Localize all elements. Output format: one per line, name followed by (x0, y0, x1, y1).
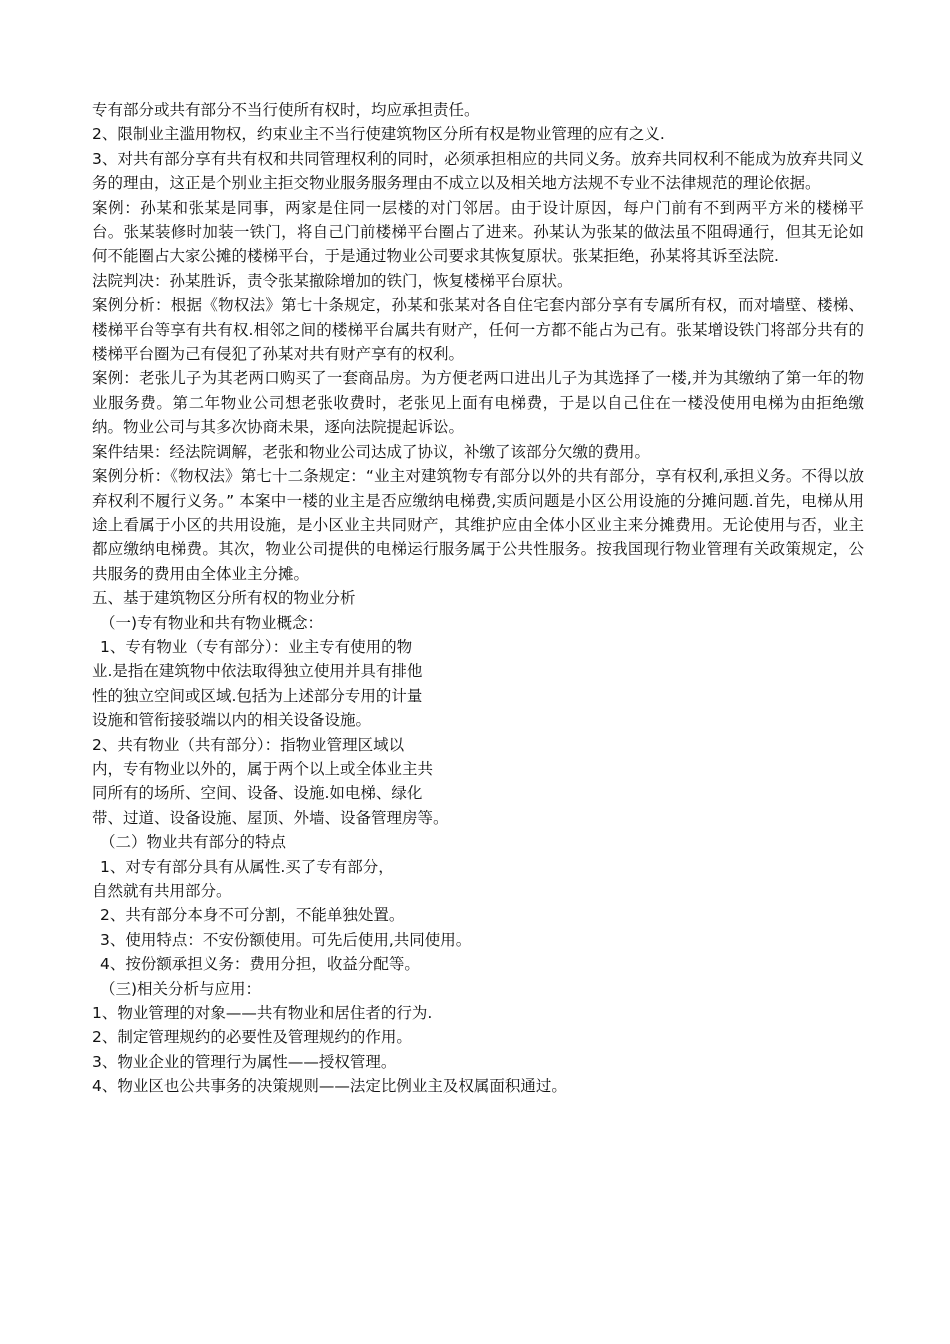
list-item: 1、物业管理的对象——共有物业和居住者的行为. (92, 1004, 433, 1023)
paragraph: 案例分析：《物权法》第七十二条规定：“业主对建筑物专有部分以外的共有部分，享有权利,承担义务。不得以放弃权利不履行义务。” 本案中一楼的业主是否应缴纳电梯费,实质问题是小区公用设施的分摊问题.首先，电梯从用途上看属于小区的共用设施，是小区业主共同财产，其维护应由全体小区业主来分摊费用。无论使用与否，业主都应缴纳电梯费。其次，物业公司提供的电梯运行服务属于公共性服务。按我国现行物业管理有关政策规定，公共服务的费用由全体业主分摊。 (92, 467, 864, 583)
subsection-heading: （二）物业共有部分的特点 (100, 833, 287, 852)
paragraph: 案件结果：经法院调解，老张和物业公司达成了协议，补缴了该部分欠缴的费用。 (92, 442, 651, 461)
paragraph-line: 性的独立空间或区域.包括为上述部分专用的计量 (92, 686, 423, 705)
paragraph-line: 同所有的场所、空间、设备、设施.如电梯、绿化 (92, 784, 423, 803)
paragraph: 3、对共有部分享有共有权和共同管理权利的同时，必须承担相应的共同义务。放弃共同权利不能成为放弃共同义务的理由，这正是个别业主拒交物业服务服务理由不成立以及相关地方法规不专业不法律规范的理论依据。 (92, 149, 864, 193)
paragraph-line: 2、共有物业（共有部分）：指物业管理区域以 (92, 735, 405, 754)
paragraph-line: 设施和管衔接驳端以内的相关设备设施。 (92, 711, 372, 730)
paragraph: 案例分析：根据《物权法》第七十条规定，孙某和张某对各自住宅套内部分享有专属所有权，而对墙壁、楼梯、楼梯平台等享有共有权.相邻之间的楼梯平台属共有财产，任何一方都不能占为己有。张某增设铁门将部分共有的楼梯平台圈为己有侵犯了孙某对共有财产享有的权利。 (92, 296, 864, 364)
paragraph-line: 1、专有物业（专有部分）：业主专有使用的物 (100, 637, 413, 656)
paragraph: 专有部分或共有部分不当行使所有权时，均应承担责任。 (92, 101, 480, 119)
document-body (92, 98, 864, 1099)
list-item: 4、按份额承担义务：费用分担，收益分配等。 (100, 955, 420, 974)
paragraph-line: 1、对专有部分具有从属性.买了专有部分， (100, 857, 394, 876)
paragraph-line: 自然就有共用部分。 (92, 882, 232, 900)
list-item: 2、制定管理规约的必要性及管理规约的作用。 (92, 1028, 412, 1047)
subsection-heading: （一)专有物业和共有物业概念： (100, 613, 324, 632)
paragraph: 案例：老张儿子为其老两口购买了一套商品房。为方便老两口进出儿子为其选择了一楼,并为其缴纳了第一年的物业服务费。第二年物业公司想老张收费时，老张见上面有电梯费，于是以自己住在一楼没使用电梯为由拒绝缴纳。物业公司与其多次协商未果，逐向法院提起诉讼。 (92, 369, 864, 437)
subsection-heading: （三)相关分析与应用： (100, 979, 262, 998)
paragraph-line: 带、过道、设备设施、屋顶、外墙、设备管理房等。 (92, 808, 449, 827)
list-item: 3、物业企业的管理行为属性——授权管理。 (92, 1052, 397, 1071)
paragraph: 法院判决：孙某胜诉，责令张某撤除增加的铁门，恢复楼梯平台原状。 (92, 271, 573, 290)
section-heading: 五、基于建筑物区分所有权的物业分析 (92, 589, 356, 608)
list-item: 3、使用特点：不安份额使用。可先后使用,共同使用。 (100, 930, 472, 949)
paragraph-line: 业.是指在建筑物中依法取得独立使用并具有排他 (92, 662, 423, 681)
list-item: 2、共有部分本身不可分割，不能单独处置。 (100, 906, 405, 925)
list-item: 4、物业区也公共事务的决策规则——法定比例业主及权属面积通过。 (92, 1077, 567, 1096)
paragraph: 案例：孙某和张某是同事，两家是住同一层楼的对门邻居。由于设计原因，每户门前有不到两平方米的楼梯平台。张某装修时加装一铁门，将自己门前楼梯平台圈占了进来。孙某认为张某的做法虽不阻碍通行，但其无论如何不能圈占大家公摊的楼梯平台，于是通过物业公司要求其恢复原状。张某拒绝，孙某将其诉至法院. (92, 198, 864, 266)
paragraph: 2、限制业主滥用物权，约束业主不当行使建筑物区分所有权是物业管理的应有之义. (92, 125, 665, 144)
paragraph-line: 内，专有物业以外的，属于两个以上或全体业主共 (92, 759, 434, 778)
